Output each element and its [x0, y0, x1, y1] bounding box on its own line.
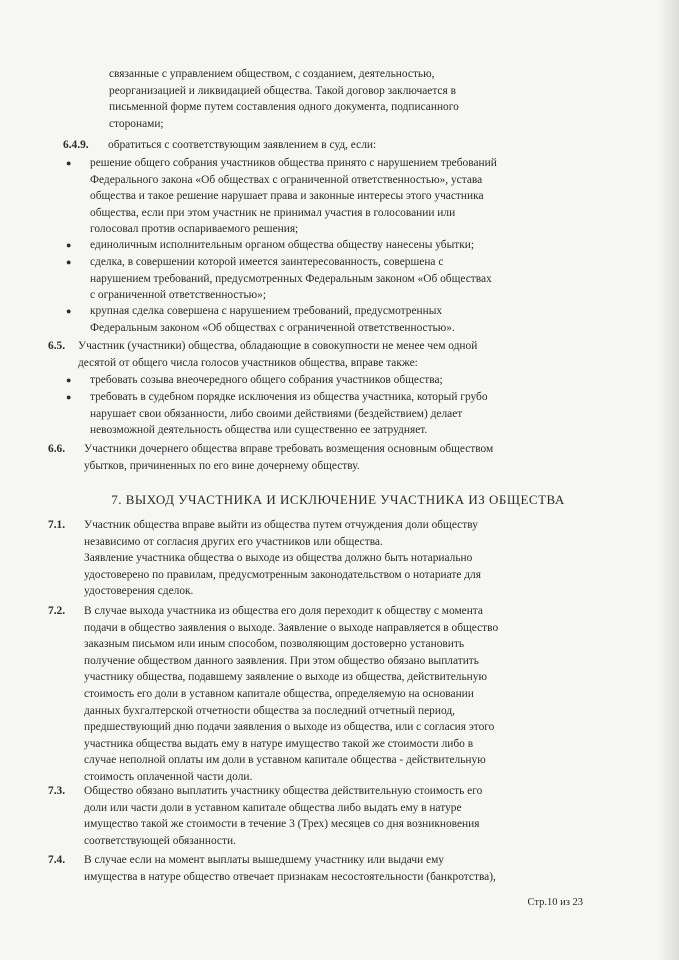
text-line: удостоверено по правилам, предусмотренным законодательством о нотариате для	[84, 568, 481, 581]
text-line: крупная сделка совершена с нарушением требований, предусмотренных	[90, 305, 443, 317]
text-line: нарушает свои обязанности, либо своими действиями (бездействием) делает	[90, 407, 463, 420]
text-line: сторонами;	[109, 117, 164, 130]
text-line: Федерального закона «Об обществах с ограниченной ответственностью», устава	[90, 173, 483, 186]
bullet-icon: ●	[66, 240, 72, 250]
bullet-paragraph	[90, 155, 580, 238]
text-line: независимо от согласия других его участников или общества.	[84, 535, 383, 548]
text-line: В случае выхода участника из общества его доля переходит к обществу с момента	[84, 605, 483, 617]
text-line: с ограниченной ответственностью»;	[90, 289, 267, 302]
bullet-icon: ●	[66, 158, 72, 168]
text-line: единоличным исполнительным органом общества обществу нанесены убытки;	[90, 239, 475, 251]
text-line: письменной форме путем составления одного документа, подписанного	[109, 101, 459, 114]
bullet-icon: ●	[66, 257, 72, 267]
item-paragraph	[84, 517, 580, 600]
bullet-icon: ●	[66, 375, 72, 385]
section-heading: 7. ВЫХОД УЧАСТНИКА И ИСКЛЮЧЕНИЕ УЧАСТНИКА ИЗ ОБЩЕСТВА	[111, 492, 565, 507]
item-number: 7.1.	[48, 519, 66, 531]
text-line: требовать созыва внеочередного общего собрания участников общества;	[90, 374, 443, 386]
text-line: невозможной деятельность общества или существенно ее затрудняет.	[90, 424, 428, 437]
text-line: получение обществом данного заявления. При этом общество обязано выплатить	[84, 654, 479, 667]
item-number: 6.5.	[48, 340, 66, 352]
text-line: заказным письмом или иным способом, позволяющим достоверно установить	[84, 638, 465, 651]
text-line: общества, если при этом участник не принимал участия в голосовании или	[90, 206, 456, 219]
item-number: 6.6.	[48, 443, 66, 455]
text-line: десятой от общего числа голосов участников общества, вправе также:	[78, 356, 418, 369]
text-line: данных бухгалтерской отчетности общества за последний отчетный период,	[84, 704, 455, 717]
item-text: обратиться с соответствующим заявлением в суд, если:	[108, 139, 377, 151]
text-line: стоимость оплаченной части доли.	[84, 770, 253, 783]
text-line: решение общего собрания участников общества принято с нарушением требований	[90, 157, 497, 169]
page-edge-shadow	[657, 0, 679, 960]
text-line: доли или части доли в уставном капитале общества либо выдать ему в натуре	[84, 801, 462, 814]
text-line: удостоверения сделок.	[84, 585, 194, 598]
bullet-icon: ●	[66, 306, 72, 316]
text-line: случае неполной оплаты им доли в уставном капитале общества - действительную	[84, 754, 486, 767]
bullet-paragraph	[90, 389, 580, 439]
text-line: убытков, причиненных по его вине дочернему обществу.	[84, 459, 360, 472]
text-line: Участник общества вправе выйти из общества путем отчуждения доли обществу	[84, 519, 478, 531]
text-line: участнику общества, подавшему заявление о выходе из общества, действительную	[84, 671, 487, 684]
text-line: стоимость его доли в уставном капитале общества, определяемую на основании	[84, 687, 474, 700]
text-line: связанные с управлением обществом, с созданием, деятельностью,	[109, 68, 435, 80]
text-line: подачи в общество заявления о выходе. Заявление о выходе направляется в общество	[84, 621, 499, 634]
item-paragraph	[84, 603, 580, 786]
text-line: сделка, в совершении которой имеется заинтересованность, совершена с	[90, 256, 444, 268]
text-line: Общество обязано выплатить участнику общества действительную стоимость его	[84, 785, 483, 797]
item-paragraph	[78, 338, 580, 371]
text-line: голосовал против оспариваемого решения;	[90, 223, 299, 236]
bullet-paragraph	[90, 237, 580, 254]
intro-paragraph	[109, 66, 581, 132]
bullet-paragraph	[90, 303, 580, 336]
text-line: соответствующей обязанности.	[84, 834, 236, 847]
text-line: нарушением требований, предусмотренных Федеральным законом «Об обществах	[90, 272, 492, 285]
item-number: 7.3.	[48, 785, 66, 797]
bullet-paragraph	[90, 372, 580, 389]
text-line: В случае если на момент выплаты вышедшему участнику или выдачи ему	[84, 854, 444, 866]
item-paragraph	[84, 783, 580, 849]
text-line: Участник (участники) общества, обладающие в совокупности не менее чем одной	[78, 340, 478, 352]
item-paragraph	[84, 852, 580, 885]
text-line: Заявление участника общества о выходе из общества должно быть нотариально	[84, 552, 473, 565]
bullet-paragraph	[90, 254, 580, 304]
item-number: 6.4.9.	[63, 139, 89, 151]
item-number: 7.2.	[48, 605, 66, 617]
bullet-icon: ●	[66, 392, 72, 402]
text-line: общества и такое решение нарушает права и законные интересы этого участника	[90, 190, 484, 203]
text-line: Федеральным законом «Об обществах с ограниченной ответственностью».	[90, 321, 455, 334]
text-line: имущества в натуре общество отвечает признакам несостоятельности (банкротства),	[84, 870, 496, 883]
text-line: реорганизацией и ликвидацией общества. Такой договор заключается в	[109, 84, 456, 97]
text-line: участника общества выдать ему в натуре имущество такой же стоимости либо в	[84, 737, 474, 750]
page-number: Стр.10 из 23	[527, 897, 583, 908]
item-paragraph	[84, 441, 580, 474]
text-line: требовать в судебном порядке исключения из общества участника, который грубо	[90, 391, 488, 403]
item-number: 7.4.	[48, 854, 66, 866]
text-line: Участники дочернего общества вправе требовать возмещения основным обществом	[84, 443, 494, 455]
text-line: предшествующий дню подачи заявления о выходе из общества, или с согласия этого	[84, 721, 495, 734]
text-line: имущество такой же стоимости в течение 3 (Трех) месяцев со дня возникновения	[84, 818, 480, 831]
